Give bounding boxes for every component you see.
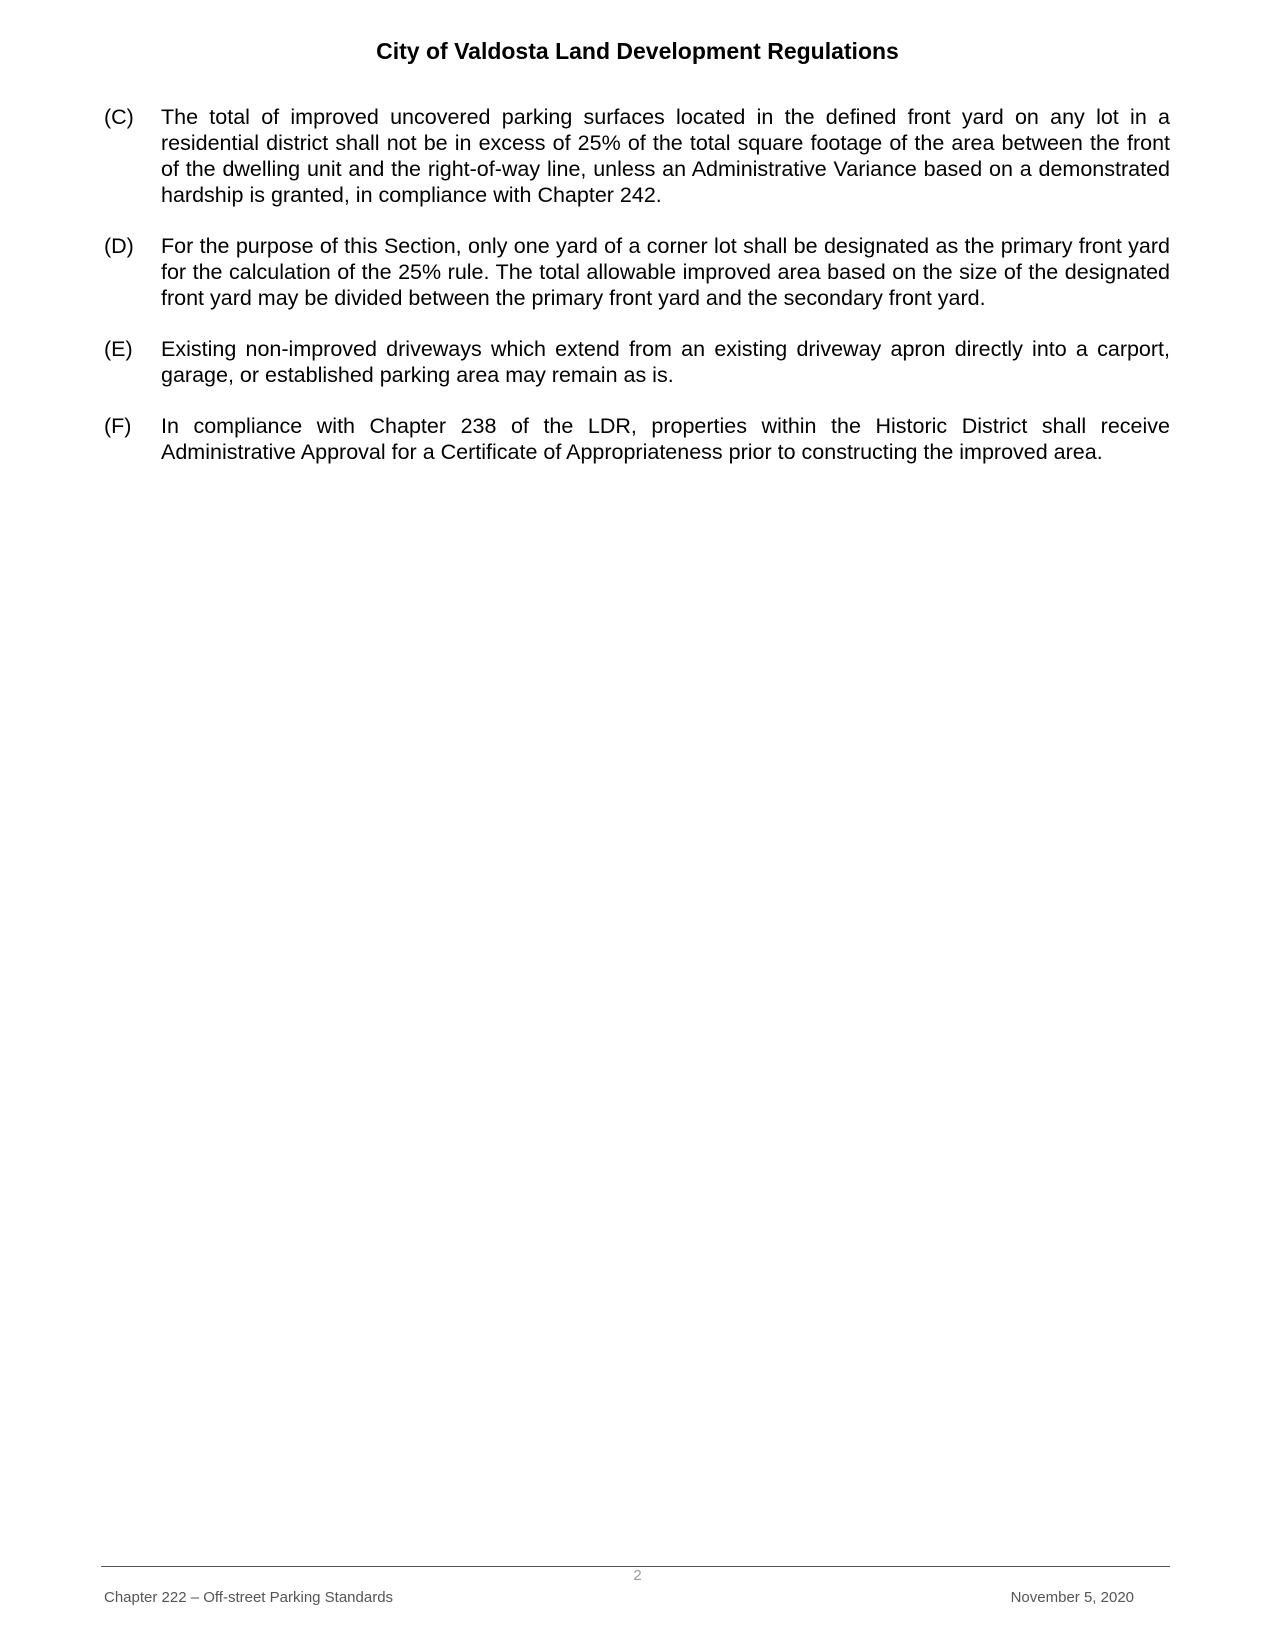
section-label: (D) bbox=[104, 234, 134, 258]
page-number: 2 bbox=[633, 1567, 642, 1584]
page-title: City of Valdosta Land Development Regulations bbox=[376, 38, 899, 64]
section-d bbox=[104, 233, 1170, 311]
section-text: The total of improved uncovered parking surfaces located in the defined front yard on any lot in a residential district shall not be in excess of 25% of the total square footage of the area between the front of the dwelling unit and the right-of-way line, unless an Administrative Variance based on a demonstrated hardship is granted, in compliance with Chapter 242. bbox=[161, 105, 1170, 207]
section-text: In compliance with Chapter 238 of the LDR, properties within the Historic District shall receive Administrative Approval for a Certificate of Appropriateness prior to constructing the improved area. bbox=[161, 414, 1170, 464]
section-label: (F) bbox=[104, 414, 132, 438]
section-c bbox=[104, 104, 1170, 208]
section-f bbox=[104, 413, 1170, 465]
footer-chapter: Chapter 222 – Off-street Parking Standards bbox=[104, 1589, 394, 1606]
section-text: For the purpose of this Section, only one yard of a corner lot shall be designated as the primary front yard for the calculation of the 25% rule. The total allowable improved area based on the size of the designated front yard may be divided between the primary front yard and the secondary front yard. bbox=[161, 234, 1170, 310]
section-e bbox=[104, 336, 1170, 388]
section-list bbox=[104, 104, 1170, 490]
footer-date: November 5, 2020 bbox=[1010, 1589, 1134, 1606]
section-text: Existing non-improved driveways which extend from an existing driveway apron directly into a carport, garage, or established parking area may remain as is. bbox=[161, 337, 1170, 387]
section-label: (E) bbox=[104, 337, 133, 361]
section-label: (C) bbox=[104, 105, 134, 129]
